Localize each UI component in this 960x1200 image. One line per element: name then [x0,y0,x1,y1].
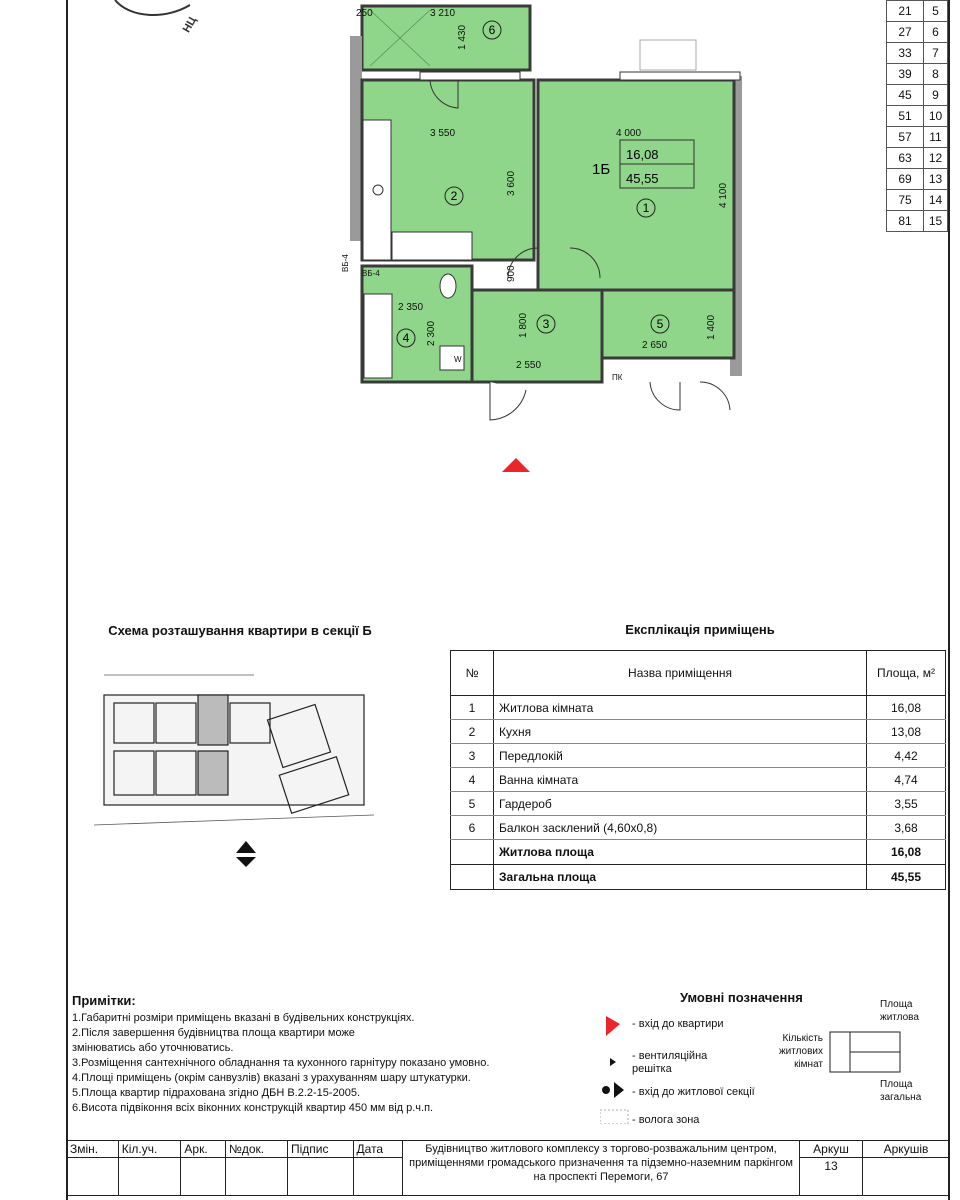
svg-text:250: 250 [356,8,373,19]
stamp-col-date: Дата [353,1141,402,1158]
stamp-col-doc: №док. [225,1141,287,1158]
legend-vent: - вентиляційна решітка [632,1050,708,1075]
svg-text:2 300: 2 300 [426,320,437,346]
svg-text:6: 6 [488,23,496,37]
legend-entry: - вхід до квартири [632,1018,724,1030]
index-row: 39 8 [887,64,948,85]
scheme-title: Схема розташування квартири в секції Б [108,623,372,638]
stamp-col-ark: Арк. [181,1141,226,1158]
svg-text:ВБ-4: ВБ-4 [341,254,350,272]
svg-text:3 550: 3 550 [430,128,456,139]
legend-section-entry: - вхід до житлової секції [632,1086,755,1098]
legend-living-area: Площа житлова [880,999,919,1023]
svg-text:45,55: 45,55 [626,171,659,186]
note-item: 3.Розміщення сантехнічного обладнання та кухонного гарнітуру показано умовно. [72,1057,490,1069]
notes-list [72,1011,572,1116]
stamp-sheet-value: 13 [800,1158,863,1196]
index-row: 33 7 [887,43,948,64]
explication-row: 1 Житлова кімната 16,08 [451,696,946,720]
note-item: змінюватись або уточнюватись. [72,1042,234,1054]
index-row: 45 9 [887,85,948,106]
explication-title: Експлікація приміщень [625,622,775,637]
apartment-type-label: 1Б [592,161,611,178]
col-num: № [451,651,494,696]
index-row: 57 11 [887,127,948,148]
svg-text:3 600: 3 600 [506,170,517,196]
col-name: Назва приміщення [494,651,867,696]
note-item: 6.Висота підвіконня всіх віконних конструкцій квартир 450 мм від р.ч.п. [72,1102,434,1114]
svg-text:2: 2 [450,189,458,203]
note-item: 4.Площі приміщень (окрім санвузлів) вказані з урахуванням шару штукатурки. [72,1072,471,1084]
explication-row: 5 Гардероб 3,55 [451,792,946,816]
index-row: 21 5 [887,1,948,22]
svg-text:ПК: ПК [612,373,623,382]
stamp-sheet-label: Аркуш [800,1141,863,1158]
note-item: 2.Після завершення будівництва площа квартири може [72,1027,355,1039]
index-row: 81 15 [887,211,948,232]
note-item: 1.Габаритні розміри приміщень вказані в будівельних конструкціях. [72,1012,415,1024]
index-row: 69 13 [887,169,948,190]
svg-text:5: 5 [656,317,664,331]
svg-text:1 400: 1 400 [706,314,717,340]
svg-text:2 350: 2 350 [398,302,424,313]
index-row: 63 12 [887,148,948,169]
svg-text:ВБ-4: ВБ-4 [362,269,380,278]
entry-arrow [502,458,530,472]
legend-wet-zone: - вологa зона [632,1114,700,1126]
svg-text:4: 4 [402,331,410,345]
svg-text:4 100: 4 100 [718,182,729,208]
logo [110,0,220,40]
svg-text:1: 1 [642,201,650,215]
living-total-row: Житлова площа 16,08 [451,840,946,865]
col-area: Площа, м² [867,651,946,696]
stamp-col-zmin: Змін. [67,1141,119,1158]
legend-rooms-count: Кількість житлових кімнат [778,1033,823,1070]
svg-text:4 000: 4 000 [616,128,642,139]
explication-table [450,650,946,890]
floor-plan [330,0,750,490]
svg-text:1 430: 1 430 [457,24,468,50]
explication-row: 4 Ванна кімната 4,74 [451,768,946,792]
index-row: 51 10 [887,106,948,127]
svg-text:2 650: 2 650 [642,340,668,351]
index-table [886,0,948,232]
legend-box [828,1030,902,1074]
explication-row: 2 Кухня 13,08 [451,720,946,744]
stamp-col-sign: Підпис [288,1141,354,1158]
explication-row: 3 Передлокій 4,42 [451,744,946,768]
sheet-border-left [66,0,68,1200]
title-block [66,1140,950,1196]
svg-text:3 210: 3 210 [430,8,456,19]
svg-text:900: 900 [506,265,517,282]
svg-text:2 550: 2 550 [516,360,542,371]
index-row: 27 6 [887,22,948,43]
section-scheme [74,655,414,875]
svg-text:16,08: 16,08 [626,147,659,162]
stamp-description: Будівництво житлового комплексу з торгово-розважальним центром, приміщеннями громадського призначення та підземно-наземним паркінгом на проспекті Перемоги, 67 [403,1141,800,1196]
svg-text:НЦ: НЦ [180,14,200,35]
svg-text:3: 3 [542,317,550,331]
legend-title: Умовні позначення [680,990,803,1005]
legend-symbols [600,1014,630,1124]
note-item: 5.Площа квартир підрахована згідно ДБН В.2.2-15-2005. [72,1087,361,1099]
stamp-sheets-label: Аркушів [863,1141,950,1158]
sheet-border-right [948,0,950,1200]
legend-total-area: Площа загальна [880,1079,922,1103]
explication-row: 6 Балкон засклений (4,60x0,8) 3,68 [451,816,946,840]
total-area-row: Загальна площа 45,55 [451,865,946,890]
notes-title: Примітки: [72,993,136,1008]
svg-text:W: W [454,355,462,364]
stamp-col-kil: Кіл.уч. [118,1141,181,1158]
svg-text:1 800: 1 800 [518,312,529,338]
index-row: 75 14 [887,190,948,211]
